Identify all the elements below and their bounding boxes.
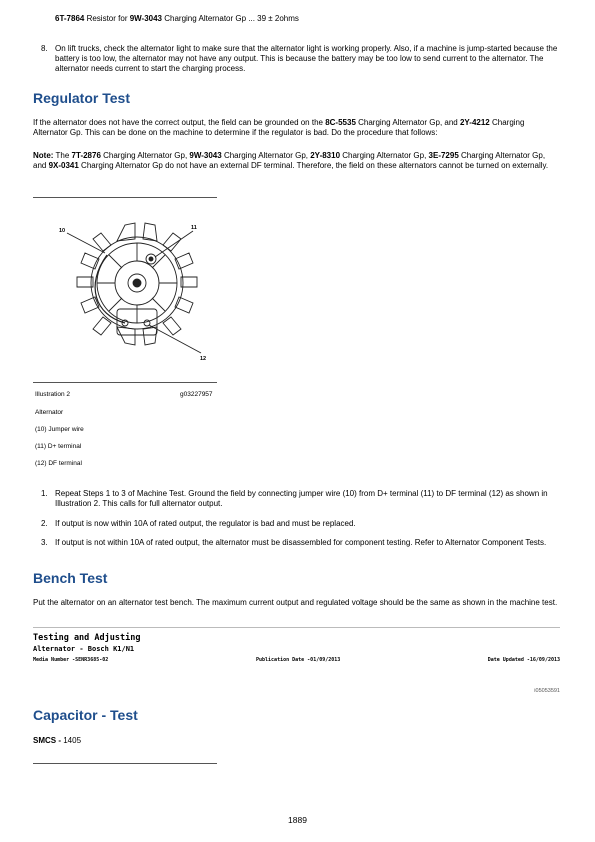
text: If the alternator does not have the correct output, the field can be grounded on the bbox=[33, 118, 326, 127]
text: Charging Alternator Gp ... 39 ± 2ohms bbox=[162, 14, 299, 23]
regulator-test-paragraph bbox=[33, 118, 560, 138]
regulator-test-heading: Regulator Test bbox=[33, 90, 130, 106]
text: Charging Alternator Gp. This can be done on the machine to determine if the regulator is bad. Do the procedure that follows: bbox=[33, 118, 525, 137]
text: Charging Alternator Gp do not have an external DF terminal. Therefore, the field on these alternators cannot be turned on externally. bbox=[78, 161, 549, 170]
step-number: 8. bbox=[41, 44, 48, 53]
text: Charging Alternator Gp, bbox=[100, 151, 190, 160]
part-number: 7T-2876 bbox=[71, 151, 101, 160]
step-8-text: On lift trucks, check the alternator light to make sure that the alternator light is working properly. Also, if a machine is jump-started because the battery is too low, the alternator may not have any output. This is because the battery may be too low to send current to the alternator. The alternator needs current to start the charging process. bbox=[55, 44, 558, 73]
smcs-line bbox=[33, 736, 81, 746]
part-number: 8C-5535 bbox=[325, 118, 356, 127]
step-3-text: If output is not within 10A of rated output, the alternator must be disassembled for component testing. Refer to Alternator Component Tests. bbox=[55, 538, 547, 547]
step-number: 2. bbox=[41, 519, 48, 528]
date-updated: Date Updated -16/09/2013 bbox=[487, 657, 560, 663]
illustration-title: Alternator bbox=[35, 409, 64, 416]
note-label: Note: bbox=[33, 151, 54, 160]
legend-item: (11) D+ terminal bbox=[35, 443, 82, 450]
bench-test-paragraph: Put the alternator on an alternator test bench. The maximum current output and regulated voltage should be the same as shown in the machine test. bbox=[33, 598, 558, 607]
text: Charging Alternator Gp, and bbox=[355, 118, 460, 127]
resistor-spec-line bbox=[55, 14, 299, 24]
part-number: 3E-7295 bbox=[428, 151, 459, 160]
step-2-text: If output is now within 10A of rated output, the regulator is bad and must be replaced. bbox=[55, 519, 356, 528]
capacitor-test-heading: Capacitor - Test bbox=[33, 707, 138, 723]
media-number: Media Number -SENR3685-02 bbox=[33, 657, 109, 663]
text: Charging Alternator Gp, bbox=[221, 151, 311, 160]
doc-subtitle: Alternator - Bosch K1/N1 bbox=[33, 645, 135, 653]
bench-test-heading: Bench Test bbox=[33, 570, 108, 586]
text: Charging Alternator Gp, and bbox=[33, 151, 546, 170]
illustration-code: g03227957 bbox=[180, 391, 213, 398]
text: Resistor for bbox=[84, 14, 130, 23]
regulator-note bbox=[33, 151, 560, 171]
document-id: i05053591 bbox=[534, 688, 560, 694]
step-number: 1. bbox=[41, 489, 48, 498]
callout-10: 10 bbox=[59, 228, 66, 234]
part-number: 6T-7864 bbox=[55, 14, 85, 23]
smcs-label: SMCS - bbox=[33, 736, 64, 745]
part-number: 9W-3043 bbox=[129, 14, 163, 23]
doc-title: Testing and Adjusting bbox=[33, 633, 141, 643]
part-number: 9W-3043 bbox=[189, 151, 222, 160]
illustration-bottom-rule bbox=[33, 382, 217, 383]
step-1-text: Repeat Steps 1 to 3 of Machine Test. Ground the field by connecting jumper wire (10) from D+ terminal (11) to DF terminal (12) as shown in Illustration 2. This calls for full alternator output. bbox=[55, 489, 548, 508]
part-number: 2Y-4212 bbox=[459, 118, 490, 127]
legend-item: (12) DF terminal bbox=[35, 460, 82, 467]
part-number: 2Y-8310 bbox=[310, 151, 341, 160]
section-divider bbox=[33, 627, 560, 628]
alternator-illustration bbox=[55, 215, 220, 365]
legend-item: (10) Jumper wire bbox=[35, 426, 84, 433]
callout-12: 12 bbox=[200, 356, 207, 362]
text: The bbox=[53, 151, 72, 160]
capacitor-rule bbox=[33, 763, 217, 764]
smcs-value: 1405 bbox=[63, 736, 82, 745]
illustration-top-rule bbox=[33, 197, 217, 198]
text: Charging Alternator Gp, bbox=[340, 151, 429, 160]
publication-date: Publication Date -01/09/2013 bbox=[256, 657, 341, 663]
part-number: 9X-0341 bbox=[48, 161, 79, 170]
callout-11: 11 bbox=[191, 225, 197, 231]
page-number: 1889 bbox=[288, 815, 307, 825]
step-number: 3. bbox=[41, 538, 48, 547]
illustration-caption: Illustration 2 bbox=[35, 391, 71, 398]
